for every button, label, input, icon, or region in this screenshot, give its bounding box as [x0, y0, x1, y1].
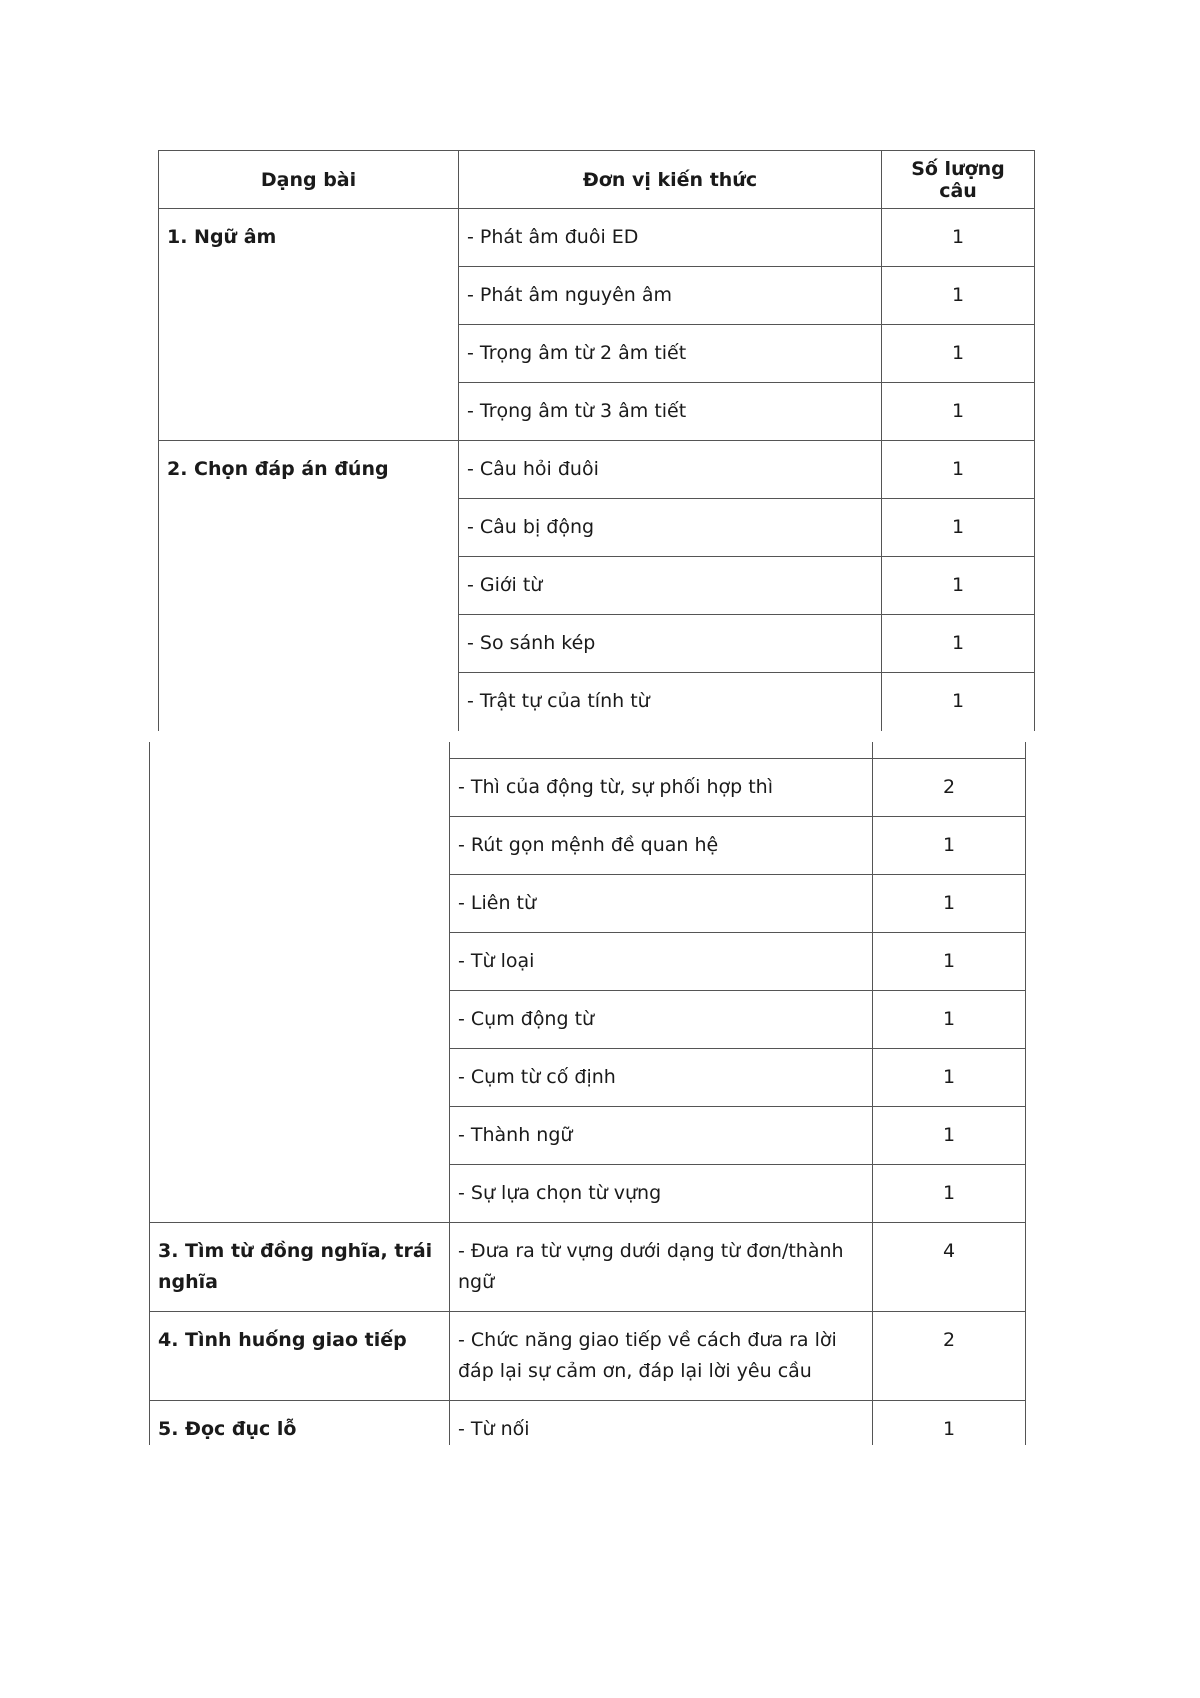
header-count: Số lượng câu: [882, 151, 1035, 209]
table-row: [159, 441, 1035, 499]
header-type: Dạng bài: [159, 151, 459, 209]
unit-cell: - Trọng âm từ 2 âm tiết: [459, 325, 882, 383]
count-cell: 1: [873, 932, 1026, 990]
count-cell: 1: [882, 499, 1035, 557]
count-cell: 1: [882, 325, 1035, 383]
unit-cell: - Câu hỏi đuôi: [459, 441, 882, 499]
count-cell: 1: [873, 1400, 1026, 1445]
knowledge-table-part-1: [158, 150, 1035, 731]
count-cell: 1: [882, 615, 1035, 673]
count-cell: 1: [873, 1048, 1026, 1106]
table-continuation-row: [150, 742, 1026, 758]
unit-cell: - Từ nối: [450, 1400, 873, 1445]
header-unit: Đơn vị kiến thức: [459, 151, 882, 209]
table-row: [159, 209, 1035, 267]
unit-cell: - Trọng âm từ 3 âm tiết: [459, 383, 882, 441]
type-cell: 3. Tìm từ đồng nghĩa, trái nghĩa: [150, 1222, 450, 1311]
unit-cell: - Chức năng giao tiếp về cách đưa ra lời đáp lại sự cảm ơn, đáp lại lời yêu cầu: [450, 1311, 873, 1400]
table-row: [150, 1222, 1026, 1311]
unit-cell: - Sự lựa chọn từ vựng: [450, 1164, 873, 1222]
unit-cell: - Trật tự của tính từ: [459, 673, 882, 731]
type-cell: 2. Chọn đáp án đúng: [159, 441, 459, 731]
count-cell: 1: [873, 1106, 1026, 1164]
table-header-row: [159, 151, 1035, 209]
unit-cell: - Thì của động từ, sự phối hợp thì: [450, 758, 873, 816]
count-cell: 1: [873, 874, 1026, 932]
type-cell: 1. Ngữ âm: [159, 209, 459, 441]
count-cell: 1: [882, 557, 1035, 615]
unit-cell: - Rút gọn mệnh đề quan hệ: [450, 816, 873, 874]
type-cell-continued: [150, 742, 450, 1222]
count-cell: 1: [882, 673, 1035, 731]
count-cell: 1: [882, 441, 1035, 499]
unit-cell: - Thành ngữ: [450, 1106, 873, 1164]
unit-cell: - Liên từ: [450, 874, 873, 932]
count-cell: 1: [873, 990, 1026, 1048]
count-cell: 2: [873, 758, 1026, 816]
count-cell: 1: [873, 1164, 1026, 1222]
count-cell: 1: [873, 816, 1026, 874]
unit-cell: - Câu bị động: [459, 499, 882, 557]
unit-cell-spacer: [450, 742, 873, 758]
count-cell-spacer: [873, 742, 1026, 758]
unit-cell: - Phát âm nguyên âm: [459, 267, 882, 325]
count-cell: 1: [882, 209, 1035, 267]
unit-cell: - Cụm từ cố định: [450, 1048, 873, 1106]
unit-cell: - So sánh kép: [459, 615, 882, 673]
table-row: [150, 1400, 1026, 1445]
count-cell: 2: [873, 1311, 1026, 1400]
knowledge-table-part-2: [149, 742, 1026, 1445]
unit-cell: - Đưa ra từ vựng dưới dạng từ đơn/thành ngữ: [450, 1222, 873, 1311]
count-cell: 4: [873, 1222, 1026, 1311]
unit-cell: - Từ loại: [450, 932, 873, 990]
type-cell: 4. Tình huống giao tiếp: [150, 1311, 450, 1400]
count-cell: 1: [882, 267, 1035, 325]
count-cell: 1: [882, 383, 1035, 441]
unit-cell: - Phát âm đuôi ED: [459, 209, 882, 267]
type-cell: 5. Đọc đục lỗ: [150, 1400, 450, 1445]
table-row: [150, 1311, 1026, 1400]
unit-cell: - Cụm động từ: [450, 990, 873, 1048]
unit-cell: - Giới từ: [459, 557, 882, 615]
